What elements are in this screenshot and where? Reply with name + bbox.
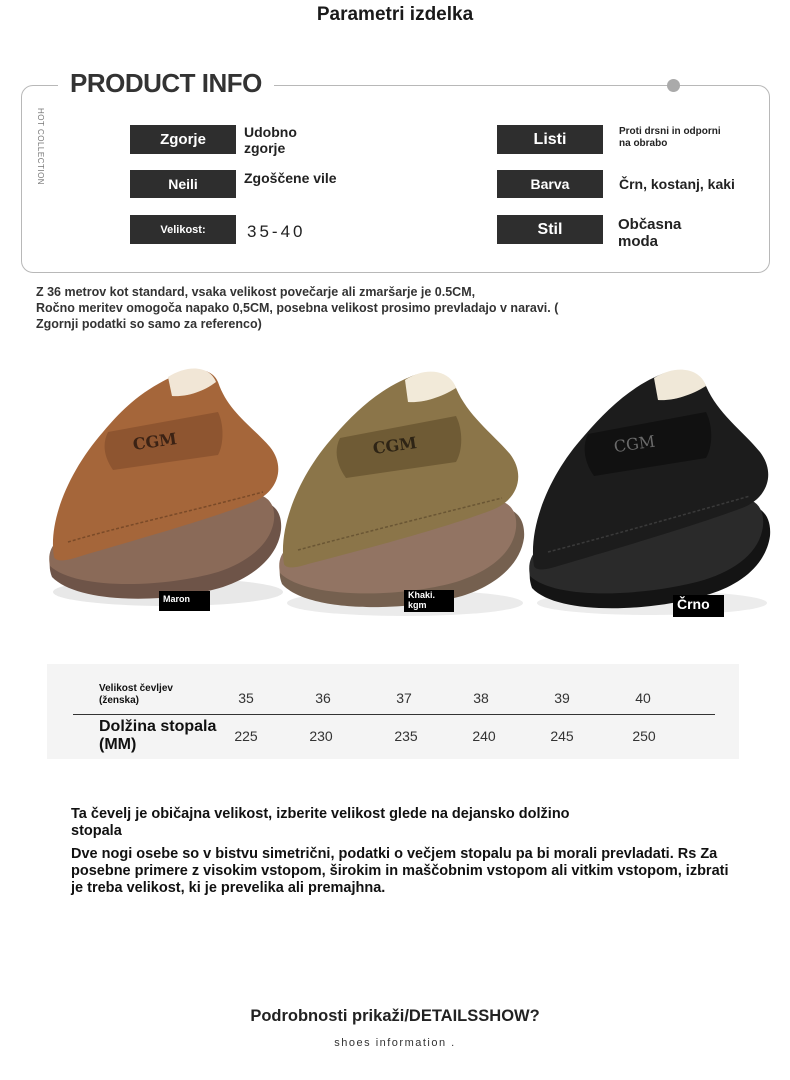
length-cell: 245 <box>550 728 574 744</box>
product-info-heading: PRODUCT INFO <box>70 68 262 98</box>
spec-label-style: Stil <box>497 215 603 244</box>
size-row-header: Velikost čevljev (ženska) <box>99 683 173 706</box>
size-table-divider <box>73 714 715 715</box>
details-subtitle: shoes information . <box>334 1037 456 1049</box>
shoe-khaki-image <box>270 358 535 620</box>
collection-side-label: HOT COLLECTION <box>36 108 45 186</box>
length-cell: 230 <box>309 728 333 744</box>
spec-label-lining: Neili <box>130 170 236 198</box>
spec-label-upper: Zgorje <box>130 125 236 154</box>
color-tag-black: Črno <box>673 595 724 617</box>
color-tag-khaki: Khaki. kgm <box>404 590 454 612</box>
details-title: Podrobnosti prikaži/DETAILSSHOW? <box>250 1007 540 1025</box>
spec-value-size: 35-40 <box>247 222 306 241</box>
advice-paragraph-2: Dve nogi osebe so v bistvu simetrični, podatki o večjem stopalu pa bi morali prevladati. Rs Za posebne primere z visokim vstopom, širokim in maščobnim vstopom ali vitkim vstopom, izbrati je treba velikost, ki je prevelika ali premajhna. <box>71 846 729 896</box>
size-cell: 35 <box>238 690 254 706</box>
page-title: Parametri izdelka <box>316 4 474 25</box>
spec-label-color: Barva <box>497 170 603 198</box>
size-cell: 39 <box>554 690 570 706</box>
size-cell: 36 <box>315 690 331 706</box>
shoe-maron-logo: CGM <box>131 429 178 455</box>
spec-label-size: Velikost: <box>130 215 236 244</box>
length-cell: 235 <box>394 728 418 744</box>
length-cell: 225 <box>234 728 258 744</box>
length-cell: 250 <box>632 728 656 744</box>
shoe-khaki-logo: CGM <box>371 433 418 459</box>
spec-value-color: Črn, kostanj, kaki <box>619 176 735 192</box>
size-note <box>36 284 636 332</box>
spec-value-lining: Zgoščene vile <box>244 170 337 186</box>
color-tag-maron: Maron <box>159 591 210 611</box>
advice-paragraph-1: Ta čevelj je običajna velikost, izberite velikost glede na dejansko dolžino stopala <box>71 806 570 839</box>
product-info-heading-wrap <box>58 68 274 99</box>
length-cell: 240 <box>472 728 496 744</box>
size-cell: 38 <box>473 690 489 706</box>
size-note-line-3: Zgornji podatki so samo za referenco) <box>36 317 262 331</box>
spec-value-upper: Udobno zgorje <box>244 124 297 157</box>
length-row-header: Dolžina stopala (MM) <box>99 718 217 753</box>
shoe-black-image <box>522 358 777 618</box>
shoe-black-logo: CGM <box>612 431 657 457</box>
size-note-line-1: Z 36 metrov kot standard, vsaka velikost povečarje ali zmaršarje je 0.5CM, <box>36 285 476 299</box>
size-cell: 37 <box>396 690 412 706</box>
size-note-line-2: Ročno meritev omogoča napako 0,5CM, posebna velikost prosimo prevladajo v naravi. ( <box>36 301 559 315</box>
heading-dot <box>667 79 680 92</box>
spec-label-sole: Listi <box>497 125 603 154</box>
heading-divider <box>285 85 673 86</box>
spec-value-style: Občasna moda <box>618 216 682 251</box>
shoe-maron-image <box>38 352 288 614</box>
size-cell: 40 <box>635 690 651 706</box>
spec-value-sole: Proti drsni in odporni na obrabo <box>619 126 721 149</box>
